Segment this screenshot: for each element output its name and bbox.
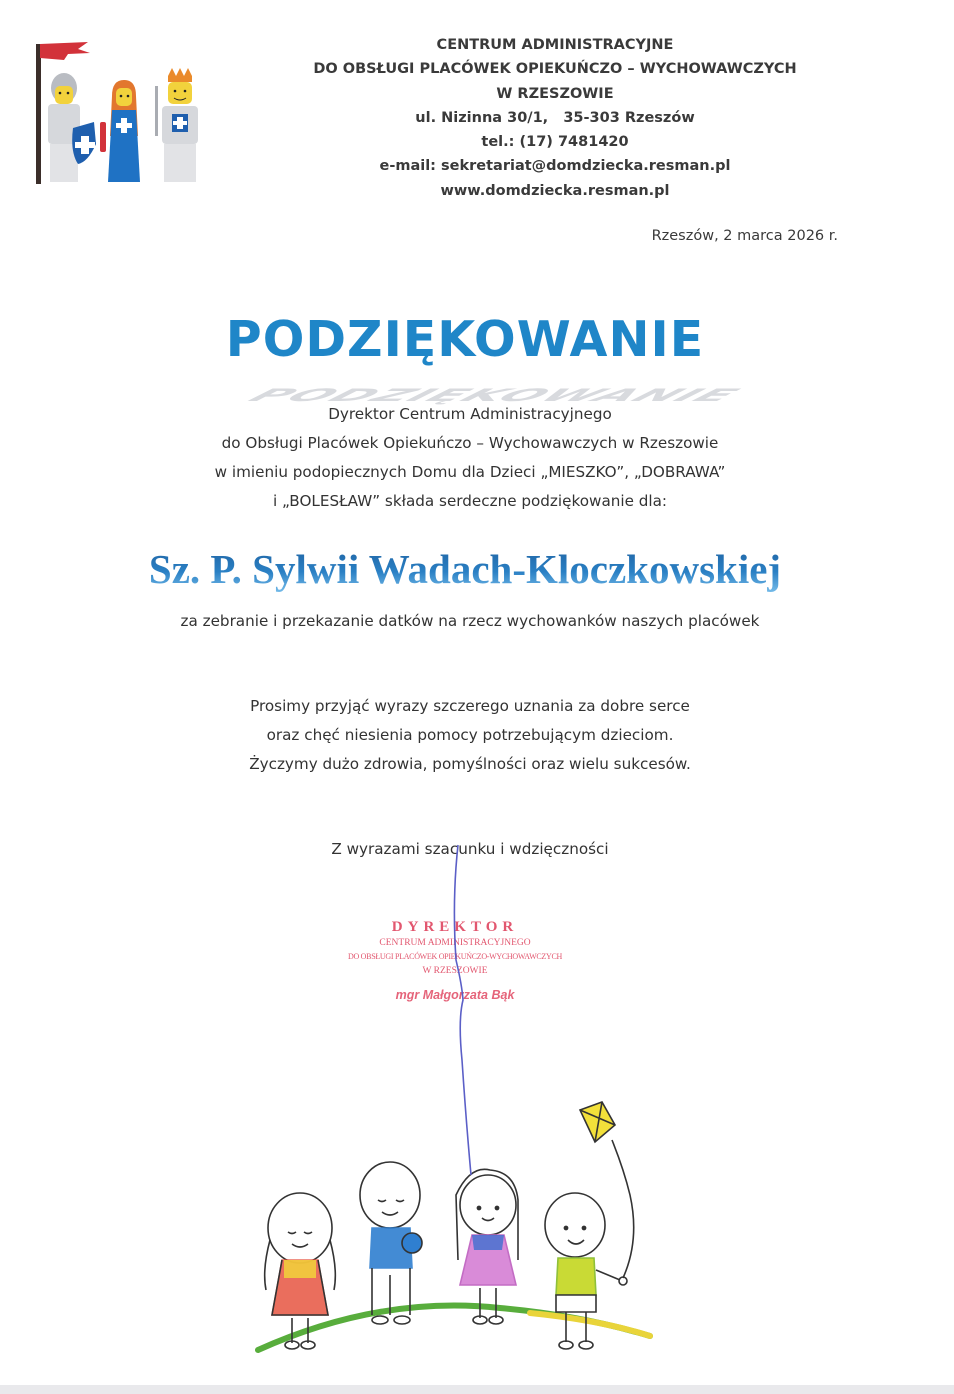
recipient-block	[100, 543, 830, 603]
header-email: e-mail: sekretariat@domdziecka.resman.pl	[379, 158, 731, 175]
header-phone: tel.: (17) 7481420	[481, 134, 629, 151]
header-address: ul. Nizinna 30/1, 35-303 Rzeszów	[415, 109, 695, 126]
intro-line: w imieniu podopiecznych Domu dla Dzieci „MIESZKO”, „DOBRAWA”	[214, 463, 726, 481]
stamp-director-name: mgr Małgorzata Bąk	[395, 988, 515, 1002]
letter-date: Rzeszów, 2 marca 2026 r.	[651, 228, 838, 244]
stamp-line: DO OBSŁUGI PLACÓWEK OPIEKUŃCZO-WYCHOWAWCZYCH	[348, 952, 562, 961]
intro-line: Dyrektor Centrum Administracyjnego	[328, 405, 612, 423]
wishes-line: oraz chęć niesienia pomocy potrzebującym dzieciom.	[266, 726, 674, 744]
wishes-paragraph	[120, 692, 820, 779]
header-line: W RZESZOWIE	[496, 85, 614, 102]
page-bottom-edge	[0, 1385, 954, 1394]
knights-figures-logo	[28, 36, 218, 190]
intro-line: i „BOLESŁAW” składa serdeczne podziękowanie dla:	[272, 492, 668, 510]
reason-text: za zebranie i przekazanie datków na rzecz wychowanków naszych placówek	[180, 612, 760, 630]
children-illustration	[240, 1100, 660, 1360]
header-website: www.domdziecka.resman.pl	[440, 182, 670, 199]
header-line: CENTRUM ADMINISTRACYJNE	[436, 37, 674, 53]
title-block	[200, 310, 753, 406]
page-title: PODZIĘKOWANIE	[225, 311, 705, 368]
closing-text: Z wyrazami szacunku i wdzięczności	[331, 840, 609, 858]
intro-paragraph	[120, 400, 820, 516]
wishes-line: Życzymy dużo zdrowia, pomyślności oraz wielu sukcesów.	[249, 755, 691, 773]
wishes-line: Prosimy przyjąć wyrazy szczerego uznania za dobre serce	[250, 697, 690, 715]
director-stamp	[320, 918, 590, 1002]
recipient-name: Sz. P. Sylwii Wadach-Kloczkowskiej	[100, 543, 830, 595]
stamp-line: CENTRUM ADMINISTRACYJNEGO	[379, 938, 531, 948]
stamp-line: W RZESZOWIE	[422, 966, 488, 976]
stamp-title: DYREKTOR	[391, 919, 519, 935]
title-reflection: PODZIĘKOWANIE	[234, 385, 753, 406]
institution-header	[290, 33, 820, 203]
intro-line: do Obsługi Placówek Opiekuńczo – Wychowawczych w Rzeszowie	[221, 434, 719, 452]
header-line: DO OBSŁUGI PLACÓWEK OPIEKUŃCZO – WYCHOWAWCZYCH	[313, 61, 797, 78]
